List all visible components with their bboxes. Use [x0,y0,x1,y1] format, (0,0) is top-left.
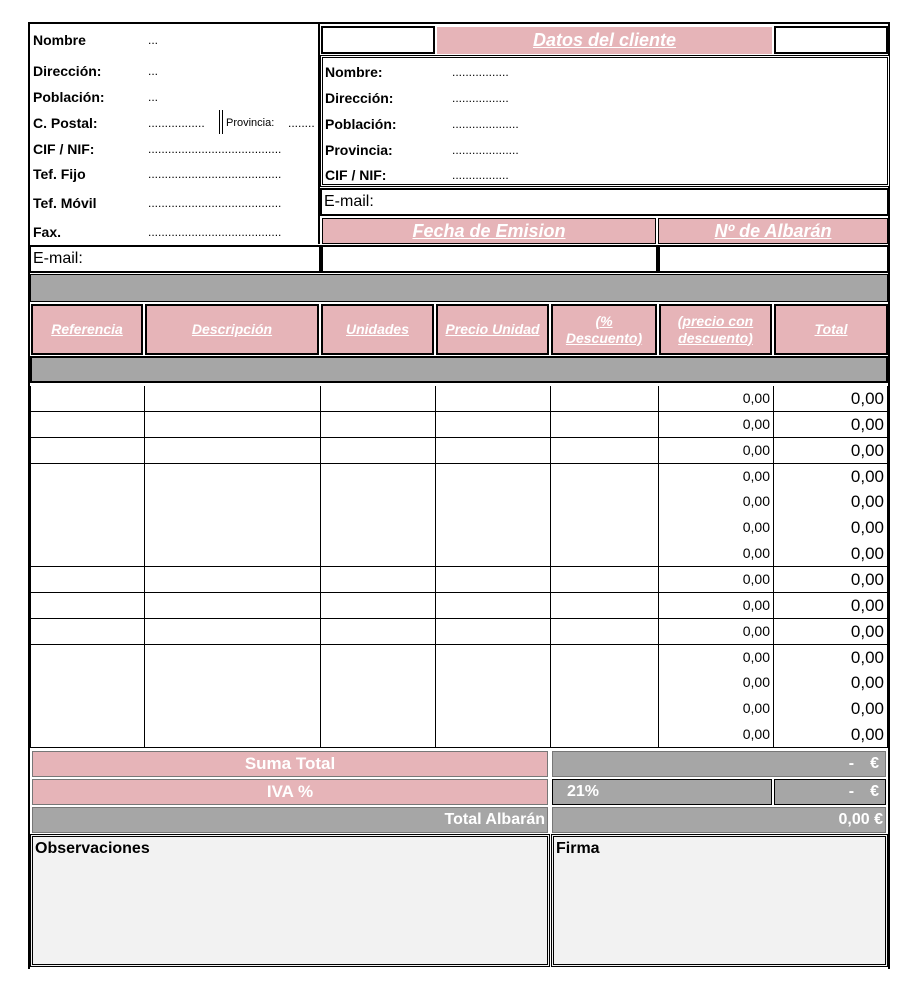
observaciones-label: Observaciones [35,840,150,857]
issuer-label-tef-fijo: Tef. Fijo [33,166,86,182]
discounted-price-value: 0,00 [742,467,770,484]
client-title: Datos del cliente [437,27,772,54]
cell-precio-descuento[interactable] [659,386,774,412]
discounted-price-value: 0,00 [742,493,770,510]
discounted-price-value: 0,00 [742,648,770,665]
provincia-divider [219,110,223,134]
cell-descripcion[interactable] [145,515,321,541]
cell-unidades[interactable] [321,619,436,645]
cell-precio-descuento[interactable] [659,412,774,438]
cell-unidades[interactable] [321,722,436,748]
numero-albaran-field[interactable] [658,245,889,273]
iva-label: IVA % [32,779,548,805]
cell-precio-descuento[interactable] [659,645,774,671]
row-total-value: 0,00 [850,647,884,667]
cell-precio-unidad[interactable] [436,567,551,593]
cell-total[interactable] [774,593,888,619]
cell-total[interactable] [774,567,888,593]
cell-referencia[interactable] [31,619,145,645]
issuer-value-cif[interactable]: ........................................ [148,142,282,156]
cell-total[interactable] [774,438,888,464]
cell-descripcion[interactable] [145,489,321,515]
total-albaran-label: Total Albarán [32,807,548,833]
client-value-cif[interactable]: ................. [452,168,509,182]
cell-referencia[interactable] [31,722,145,748]
issuer-block [30,24,320,244]
client-label-provincia: Provincia: [325,142,393,158]
cell-precio-unidad[interactable] [436,645,551,671]
row-total-value: 0,00 [850,440,884,460]
suma-total-label: Suma Total [32,751,548,777]
grey-separator-top [30,274,888,302]
cell-referencia[interactable] [31,489,145,515]
discounted-price-value: 0,00 [742,726,770,743]
col-header-descuento: (% Descuento) [551,304,657,355]
numero-albaran-header: Nº de Albarán [658,218,888,244]
cell-unidades[interactable] [321,567,436,593]
row-total-value: 0,00 [850,414,884,434]
cell-precio-descuento[interactable] [659,464,774,490]
issuer-value-fax[interactable]: ........................................ [148,225,282,239]
client-header-right-cell [774,26,888,54]
cell-precio-unidad[interactable] [436,386,551,412]
issuer-value-tef-movil[interactable]: ........................................ [148,196,282,210]
cell-unidades[interactable] [321,593,436,619]
cell-precio-descuento[interactable] [659,541,774,567]
cell-descuento[interactable] [551,515,659,541]
cell-descripcion[interactable] [145,567,321,593]
cell-precio-descuento[interactable] [659,567,774,593]
issuer-email-field[interactable] [29,245,321,273]
discounted-price-value: 0,00 [742,596,770,613]
client-value-nombre[interactable]: ................. [452,65,509,79]
issuer-label-nombre: Nombre [33,32,86,48]
col-header-unidades: Unidades [321,304,434,355]
cell-referencia[interactable] [31,386,145,412]
cell-precio-descuento[interactable] [659,593,774,619]
firma-label: Firma [556,840,600,857]
cell-total[interactable] [774,722,888,748]
client-header-left-cell [321,26,435,54]
fecha-emision-field[interactable] [321,245,658,273]
cell-total[interactable] [774,412,888,438]
cell-precio-descuento[interactable] [659,670,774,696]
cell-descuento[interactable] [551,489,659,515]
discounted-price-value: 0,00 [742,415,770,432]
client-label-cif: CIF / NIF: [325,167,387,183]
client-email-field[interactable] [320,188,889,216]
cell-total[interactable] [774,515,888,541]
cell-precio-unidad[interactable] [436,489,551,515]
cell-descripcion[interactable] [145,645,321,671]
row-total-value: 0,00 [850,699,884,719]
cell-descuento[interactable] [551,593,659,619]
row-total-value: 0,00 [850,569,884,589]
cell-referencia[interactable] [31,696,145,722]
cell-total[interactable] [774,541,888,567]
discounted-price-value: 0,00 [742,570,770,587]
cell-precio-descuento[interactable] [659,619,774,645]
issuer-value-poblacion[interactable]: ... [148,90,159,104]
iva-rate[interactable]: 21% [552,779,772,805]
cell-unidades[interactable] [321,515,436,541]
cell-precio-unidad[interactable] [436,464,551,490]
client-details-box [320,55,890,187]
cell-referencia[interactable] [31,438,145,464]
cell-descripcion[interactable] [145,619,321,645]
col-header-total: Total [774,304,888,355]
cell-precio-unidad[interactable] [436,619,551,645]
cell-unidades[interactable] [321,670,436,696]
discounted-price-value: 0,00 [742,545,770,562]
suma-total-amount: - [848,755,855,772]
client-label-direccion: Dirección: [325,90,394,106]
cell-referencia[interactable] [31,515,145,541]
cell-descripcion[interactable] [145,386,321,412]
discounted-price-value: 0,00 [742,519,770,536]
cell-precio-descuento[interactable] [659,489,774,515]
cell-precio-unidad[interactable] [436,515,551,541]
issuer-value-cpostal[interactable]: ................. [148,116,205,130]
issuer-email-label: E-mail: [33,250,83,267]
issuer-label-tef-movil: Tef. Móvil [33,195,97,211]
cell-descuento[interactable] [551,696,659,722]
client-value-direccion[interactable]: ................. [452,91,509,105]
cell-unidades[interactable] [321,412,436,438]
cell-descripcion[interactable] [145,541,321,567]
total-albaran-value: 0,00 € [552,807,886,833]
suma-total-currency: € [870,755,879,772]
discounted-price-value: 0,00 [742,441,770,458]
cell-precio-unidad[interactable] [436,593,551,619]
cell-unidades[interactable] [321,464,436,490]
cell-descripcion[interactable] [145,593,321,619]
cell-total[interactable] [774,696,888,722]
cell-precio-descuento[interactable] [659,696,774,722]
cell-unidades[interactable] [321,541,436,567]
cell-descripcion[interactable] [145,696,321,722]
client-value-provincia[interactable]: .................... [452,143,519,157]
issuer-value-nombre[interactable]: ... [148,33,159,47]
row-total-value: 0,00 [850,492,884,512]
discounted-price-value: 0,00 [742,700,770,717]
cell-descripcion[interactable] [145,670,321,696]
cell-precio-unidad[interactable] [436,722,551,748]
grey-separator-table [30,356,888,383]
cell-descuento[interactable] [551,722,659,748]
cell-descuento[interactable] [551,619,659,645]
cell-unidades[interactable] [321,386,436,412]
observaciones-box[interactable] [30,834,550,967]
cell-referencia[interactable] [31,412,145,438]
issuer-label-fax: Fax. [33,224,62,240]
issuer-value-provincia[interactable]: ........ [288,116,315,130]
cell-referencia[interactable] [31,670,145,696]
cell-precio-descuento[interactable] [659,438,774,464]
row-total-value: 0,00 [850,621,884,641]
iva-currency: € [870,783,879,800]
cell-descuento[interactable] [551,541,659,567]
cell-precio-unidad[interactable] [436,696,551,722]
row-total-value: 0,00 [850,466,884,486]
cell-descuento[interactable] [551,645,659,671]
fecha-emision-header: Fecha de Emision [322,218,656,244]
cell-total[interactable] [774,464,888,490]
cell-total[interactable] [774,386,888,412]
cell-referencia[interactable] [31,645,145,671]
cell-precio-unidad[interactable] [436,670,551,696]
row-total-value: 0,00 [850,389,884,408]
cell-descuento[interactable] [551,670,659,696]
issuer-label-cpostal: C. Postal: [33,115,98,131]
issuer-label-poblacion: Población: [33,89,105,105]
discounted-price-value: 0,00 [742,622,770,639]
cell-descuento[interactable] [551,464,659,490]
cell-total[interactable] [774,619,888,645]
col-header-referencia: Referencia [31,304,143,355]
cell-descripcion[interactable] [145,722,321,748]
line-items-table [30,386,887,748]
row-total-value: 0,00 [850,544,884,564]
cell-referencia[interactable] [31,541,145,567]
cell-precio-descuento[interactable] [659,722,774,748]
client-email-label: E-mail: [324,193,374,210]
cell-descripcion[interactable] [145,438,321,464]
cell-unidades[interactable] [321,696,436,722]
issuer-label-cif: CIF / NIF: [33,141,95,157]
cell-precio-unidad[interactable] [436,438,551,464]
cell-precio-unidad[interactable] [436,412,551,438]
cell-descuento[interactable] [551,412,659,438]
cell-unidades[interactable] [321,489,436,515]
client-label-nombre: Nombre: [325,64,383,80]
cell-unidades[interactable] [321,438,436,464]
cell-referencia[interactable] [31,567,145,593]
discounted-price-value: 0,00 [742,674,770,691]
issuer-value-tef-fijo[interactable]: ........................................ [148,167,282,181]
cell-descuento[interactable] [551,438,659,464]
col-header-descripcion: Descripción [145,304,319,355]
cell-referencia[interactable] [31,593,145,619]
col-header-precio-unidad: Precio Unidad [436,304,549,355]
client-label-poblacion: Población: [325,116,397,132]
discounted-price-value: 0,00 [742,390,770,406]
issuer-label-direccion: Dirección: [33,63,102,79]
firma-box[interactable] [551,834,888,967]
iva-value [774,779,886,805]
cell-descuento[interactable] [551,386,659,412]
row-total-value: 0,00 [850,725,884,745]
cell-descuento[interactable] [551,567,659,593]
cell-descripcion[interactable] [145,464,321,490]
issuer-label-provincia: Provincia: [226,117,275,129]
row-total-value: 0,00 [850,673,884,693]
cell-precio-descuento[interactable] [659,515,774,541]
col-header-precio-descuento: (precio con descuento) [659,304,772,355]
iva-amount: - [848,783,855,800]
cell-total[interactable] [774,645,888,671]
client-value-poblacion[interactable]: .................... [452,117,519,131]
issuer-value-direccion[interactable]: ... [148,64,159,78]
cell-total[interactable] [774,670,888,696]
cell-unidades[interactable] [321,645,436,671]
cell-total[interactable] [774,489,888,515]
row-total-value: 0,00 [850,595,884,615]
suma-total-value [552,751,886,777]
row-total-value: 0,00 [850,518,884,538]
cell-descripcion[interactable] [145,412,321,438]
cell-referencia[interactable] [31,464,145,490]
cell-precio-unidad[interactable] [436,541,551,567]
